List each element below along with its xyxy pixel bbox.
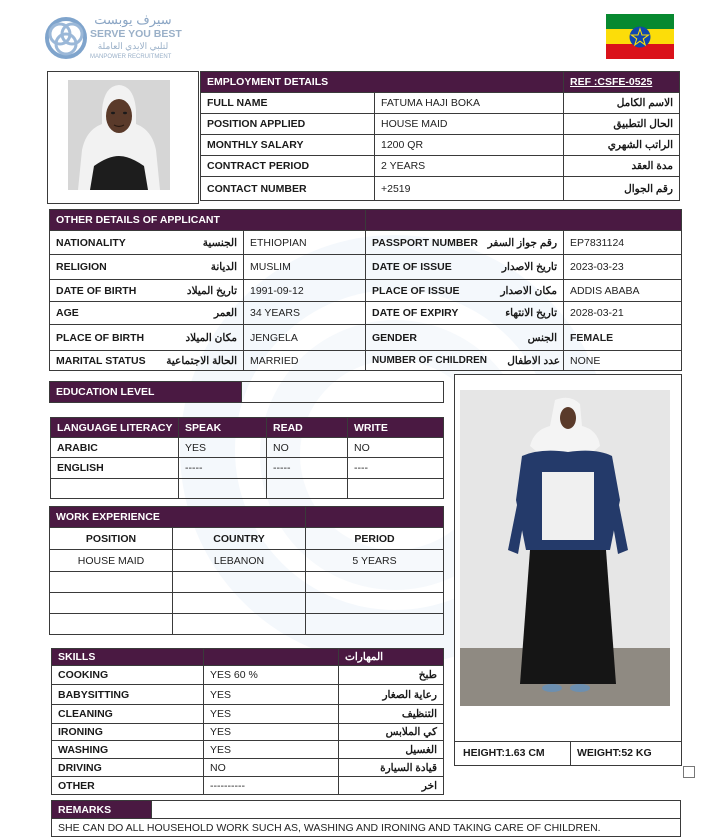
detail-label: GENDER: [372, 331, 417, 344]
detail-label: NUMBER OF CHILDREN: [372, 355, 488, 366]
work-period: [306, 572, 444, 593]
detail-label: MARITAL STATUS: [56, 354, 146, 367]
speak-value: [179, 479, 267, 499]
skill-value: YES 60 %: [204, 666, 339, 685]
skill-name-ar: طبخ: [339, 666, 444, 685]
skill-value: NO: [204, 759, 339, 777]
gender-value: FEMALE: [564, 325, 682, 351]
work-position: [50, 614, 173, 635]
field-label-ar: رقم الجوال: [564, 177, 680, 201]
field-label-ar: مدة العقد: [564, 156, 680, 177]
write-value: NO: [348, 438, 444, 458]
speak-value: YES: [179, 438, 267, 458]
work-experience-table: [49, 506, 444, 635]
detail-label-ar: رقم جواز السفر: [487, 236, 558, 249]
skill-name: OTHER: [52, 777, 204, 795]
skill-value: YES: [204, 685, 339, 705]
speak-header: SPEAK: [179, 418, 267, 438]
skill-name-ar: رعاية الصغار: [339, 685, 444, 705]
detail-label: RELIGION: [56, 261, 107, 273]
detail-cell: [50, 255, 244, 280]
other-details-table: [49, 209, 682, 371]
contract-value: 2 YEARS: [375, 156, 564, 177]
skill-name: COOKING: [52, 666, 204, 685]
detail-label: PLACE OF BIRTH: [56, 331, 145, 344]
detail-label: DATE OF BIRTH: [56, 284, 137, 297]
detail-label-ar: عدد الاطفال: [507, 354, 561, 367]
period-column-header: PERIOD: [306, 528, 444, 550]
read-value: NO: [267, 438, 348, 458]
detail-label-ar: الجنس: [527, 331, 558, 344]
company-logo: [44, 12, 182, 66]
skills-table: [51, 648, 444, 795]
field-label-ar: الحال التطبيق: [564, 114, 680, 135]
detail-cell: [50, 325, 244, 351]
work-position: [50, 593, 173, 614]
skill-value: YES: [204, 705, 339, 724]
detail-label: DATE OF EXPIRY: [372, 307, 459, 319]
detail-cell: [366, 255, 564, 280]
remarks-text: SHE CAN DO ALL HOUSEHOLD WORK SUCH AS, WASHING AND IRONING AND TAKING CARE OF CHILDREN.: [52, 819, 681, 837]
birth-place-value: JENGELA: [244, 325, 366, 351]
country-column-header: COUNTRY: [173, 528, 306, 550]
weight-value: WEIGHT:52 KG: [577, 747, 652, 759]
detail-label: PASSPORT NUMBER: [372, 236, 478, 249]
full-body-photo: [460, 390, 670, 706]
skill-name: IRONING: [52, 724, 204, 741]
detail-label: PLACE OF ISSUE: [372, 284, 460, 297]
language-name: [51, 479, 179, 499]
language-name: ENGLISH: [51, 458, 179, 479]
skill-name-ar: كي الملابس: [339, 724, 444, 741]
full-name-value: FATUMA HAJI BOKA: [375, 93, 564, 114]
full-body-photo-frame: [454, 374, 682, 766]
field-label: CONTACT NUMBER: [201, 177, 375, 201]
detail-cell: [366, 302, 564, 325]
age-value: 34 YEARS: [244, 302, 366, 325]
skill-value: YES: [204, 724, 339, 741]
place-of-issue-value: ADDIS ABABA: [564, 280, 682, 302]
other-details-header: OTHER DETAILS OF APPLICANT: [50, 210, 366, 231]
detail-label-ar: مكان الميلاد: [185, 331, 237, 344]
salary-value: 1200 QR: [375, 135, 564, 156]
field-label: POSITION APPLIED: [201, 114, 375, 135]
passport-value: EP7831124: [564, 231, 682, 255]
skill-name-ar: التنظيف: [339, 705, 444, 724]
speak-value: -----: [179, 458, 267, 479]
detail-cell: [366, 280, 564, 302]
work-position: HOUSE MAID: [50, 550, 173, 572]
detail-cell: [50, 280, 244, 302]
skill-name: CLEANING: [52, 705, 204, 724]
field-label: MONTHLY SALARY: [201, 135, 375, 156]
logo-mark-icon: [44, 14, 88, 62]
skill-name-ar: اخر: [339, 777, 444, 795]
detail-cell: [366, 351, 564, 371]
detail-cell: [366, 325, 564, 351]
employment-header: EMPLOYMENT DETAILS: [201, 72, 564, 93]
read-header: READ: [267, 418, 348, 438]
detail-label-ar: تاريخ الميلاد: [186, 284, 237, 297]
detail-label-ar: مكان الاصدار: [500, 284, 558, 297]
field-label-ar: الاسم الكامل: [564, 93, 680, 114]
remarks-header-blank: [152, 801, 681, 819]
work-period: [306, 593, 444, 614]
language-table: [50, 417, 444, 499]
write-value: ----: [348, 458, 444, 479]
work-country: [173, 572, 306, 593]
work-country: [173, 593, 306, 614]
skill-name-ar: الغسيل: [339, 741, 444, 759]
issue-date-value: 2023-03-23: [564, 255, 682, 280]
religion-value: MUSLIM: [244, 255, 366, 280]
birth-date-value: 1991-09-12: [244, 280, 366, 302]
skill-name: DRIVING: [52, 759, 204, 777]
marital-status-value: MARRIED: [244, 351, 366, 371]
work-position: [50, 572, 173, 593]
work-experience-header-blank: [306, 507, 444, 528]
field-label: CONTRACT PERIOD: [201, 156, 375, 177]
detail-cell: [50, 231, 244, 255]
detail-label-ar: الحالة الاجتماعية: [166, 354, 237, 367]
detail-label-ar: الديانة: [210, 261, 237, 273]
skills-header-blank: [204, 649, 339, 666]
detail-label-ar: تاريخ الاصدار: [501, 261, 558, 273]
height-value: HEIGHT:1.63 CM: [455, 742, 571, 765]
nationality-value: ETHIOPIAN: [244, 231, 366, 255]
skill-name-ar: قيادة السيارة: [339, 759, 444, 777]
skills-header: SKILLS: [52, 649, 204, 666]
contact-value: +2519: [375, 177, 564, 201]
checkbox-marker[interactable]: [683, 766, 695, 778]
work-period: [306, 614, 444, 635]
language-header: LANGUAGE LITERACY: [51, 418, 179, 438]
read-value: [267, 479, 348, 499]
logo-name: SERVE YOU BEST: [90, 28, 182, 40]
skills-header-ar: المهارات: [339, 649, 444, 666]
position-column-header: POSITION: [50, 528, 173, 550]
detail-cell: [50, 351, 244, 371]
logo-arabic: سيرف يوبست: [94, 12, 172, 27]
read-value: -----: [267, 458, 348, 479]
language-name: ARABIC: [51, 438, 179, 458]
write-header: WRITE: [348, 418, 444, 438]
detail-label: AGE: [56, 307, 79, 319]
portrait-photo: [47, 71, 199, 204]
education-table: [49, 381, 444, 403]
logo-arabic-sub: لتلبي الايدي العاملة: [97, 41, 169, 51]
position-value: HOUSE MAID: [375, 114, 564, 135]
detail-label-ar: العمر: [213, 307, 237, 319]
work-country: [173, 614, 306, 635]
skill-name: BABYSITTING: [52, 685, 204, 705]
detail-label: NATIONALITY: [56, 236, 126, 249]
detail-label: DATE OF ISSUE: [372, 261, 452, 273]
children-value: NONE: [564, 351, 682, 371]
remarks-header: REMARKS: [52, 801, 152, 819]
remarks-table: [51, 800, 681, 837]
employment-details-table: [200, 71, 680, 201]
measurements-row: [455, 741, 681, 765]
detail-label-ar: الجنسية: [202, 236, 237, 249]
education-header: EDUCATION LEVEL: [50, 382, 242, 403]
detail-label-ar: تاريخ الانتهاء: [505, 307, 558, 319]
other-details-header-blank: [366, 210, 682, 231]
work-experience-header: WORK EXPERIENCE: [50, 507, 306, 528]
skill-name: WASHING: [52, 741, 204, 759]
skill-value: YES: [204, 741, 339, 759]
expiry-date-value: 2028-03-21: [564, 302, 682, 325]
flag-star-emblem-icon: [629, 26, 651, 48]
detail-cell: [366, 231, 564, 255]
ethiopia-flag: [606, 14, 674, 59]
skill-value: ----------: [204, 777, 339, 795]
field-label: FULL NAME: [201, 93, 375, 114]
education-value: [242, 382, 444, 403]
reference-number: REF :CSFE-0525: [564, 72, 680, 93]
logo-sub: MANPOWER RECRUITMENT: [90, 54, 172, 60]
work-period: 5 YEARS: [306, 550, 444, 572]
detail-cell: [50, 302, 244, 325]
work-country: LEBANON: [173, 550, 306, 572]
write-value: [348, 479, 444, 499]
field-label-ar: الراتب الشهري: [564, 135, 680, 156]
